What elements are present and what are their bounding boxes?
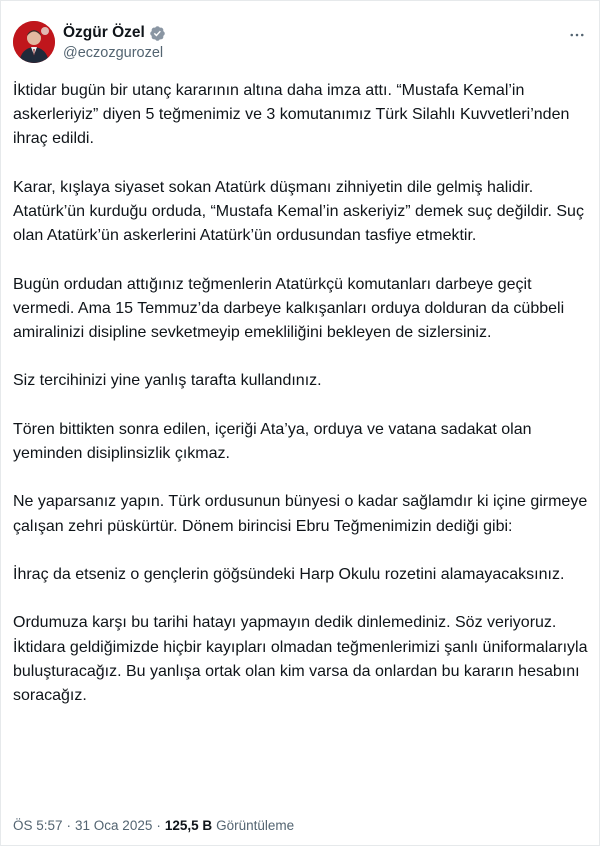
views-label: Görüntüleme — [216, 818, 295, 833]
tweet-paragraph: Siz tercihinizi yine yanlış tarafta kullandınız. — [13, 372, 322, 390]
tweet-paragraph: Tören bittikten sonra edilen, içeriği Ata’ya, orduya ve vatana sadakat olan yeminden disiplinsizlik çıkmaz. — [13, 420, 532, 462]
tweet-header — [13, 21, 589, 65]
author-handle[interactable]: @eczozgurozel — [63, 45, 164, 61]
meta-separator: · — [66, 818, 72, 833]
tweet-meta — [13, 818, 294, 833]
more-options-icon[interactable] — [567, 25, 587, 45]
author-display-name[interactable]: Özgür Özel — [63, 24, 145, 41]
author-names — [63, 23, 166, 61]
tweet-date[interactable]: 31 Oca 2025 — [75, 818, 153, 833]
display-name-row — [63, 23, 166, 43]
tweet-text — [13, 79, 591, 732]
tweet-paragraph: Karar, kışlaya siyaset sokan Atatürk düşmanı zihniyetin dile gelmiş halidir. Atatürk’ün kurduğu orduda, “Mustafa Kemal’in askeriyiz” demek suç değildir. Suç olan Atatürk’ün askerlerini Atatürk’ün ordusundan tasfiye etmektir. — [13, 178, 584, 245]
tweet-paragraph: İktidar bugün bir utanç kararının altına daha imza attı. “Mustafa Kemal’in askerleriyiz” diyen 5 teğmenimiz ve 3 komutanımız Türk Silahlı Kuvvetleri’nden ihraç edildi. — [13, 82, 570, 148]
verified-badge-icon — [149, 25, 166, 42]
tweet-time[interactable]: ÖS 5:57 — [13, 818, 63, 833]
author-avatar[interactable] — [13, 21, 55, 63]
meta-separator: · — [156, 818, 161, 833]
views-count[interactable]: 125,5 B — [164, 818, 213, 833]
tweet-paragraph: Ne yaparsanız yapın. Türk ordusunun bünyesi o kadar sağlamdır ki içine girmeye çalışan zehri püskürtür. Dönem birincisi Ebru Teğmenimizin dediği gibi: — [13, 493, 588, 535]
tweet-paragraph: Ordumuza karşı bu tarihi hatayı yapmayın dedik dinlemediniz. Söz veriyoruz. İktidara geldiğimizde hiçbir kayıpları olmadan teğmenlerimizi şanlı üniformalarıyla buluşturacağız. Bu yanlışa ortak olan kim varsa da onlardan bu kararın hesabını soracağız. — [13, 614, 588, 704]
tweet-paragraph: İhraç da etseniz o gençlerin göğsündeki Harp Okulu rozetini alamayacaksınız. — [13, 565, 565, 583]
tweet-paragraph: Bugün ordudan attığınız teğmenlerin Atatürkçü komutanları darbeye geçit vermedi. Ama 15 Temmuz’da darbeye kalkışanları orduya dolduran da cübbeli amiralinizi disipline sevketmeyip emekliliğini bekleyen de sizlersiniz. — [13, 275, 565, 341]
